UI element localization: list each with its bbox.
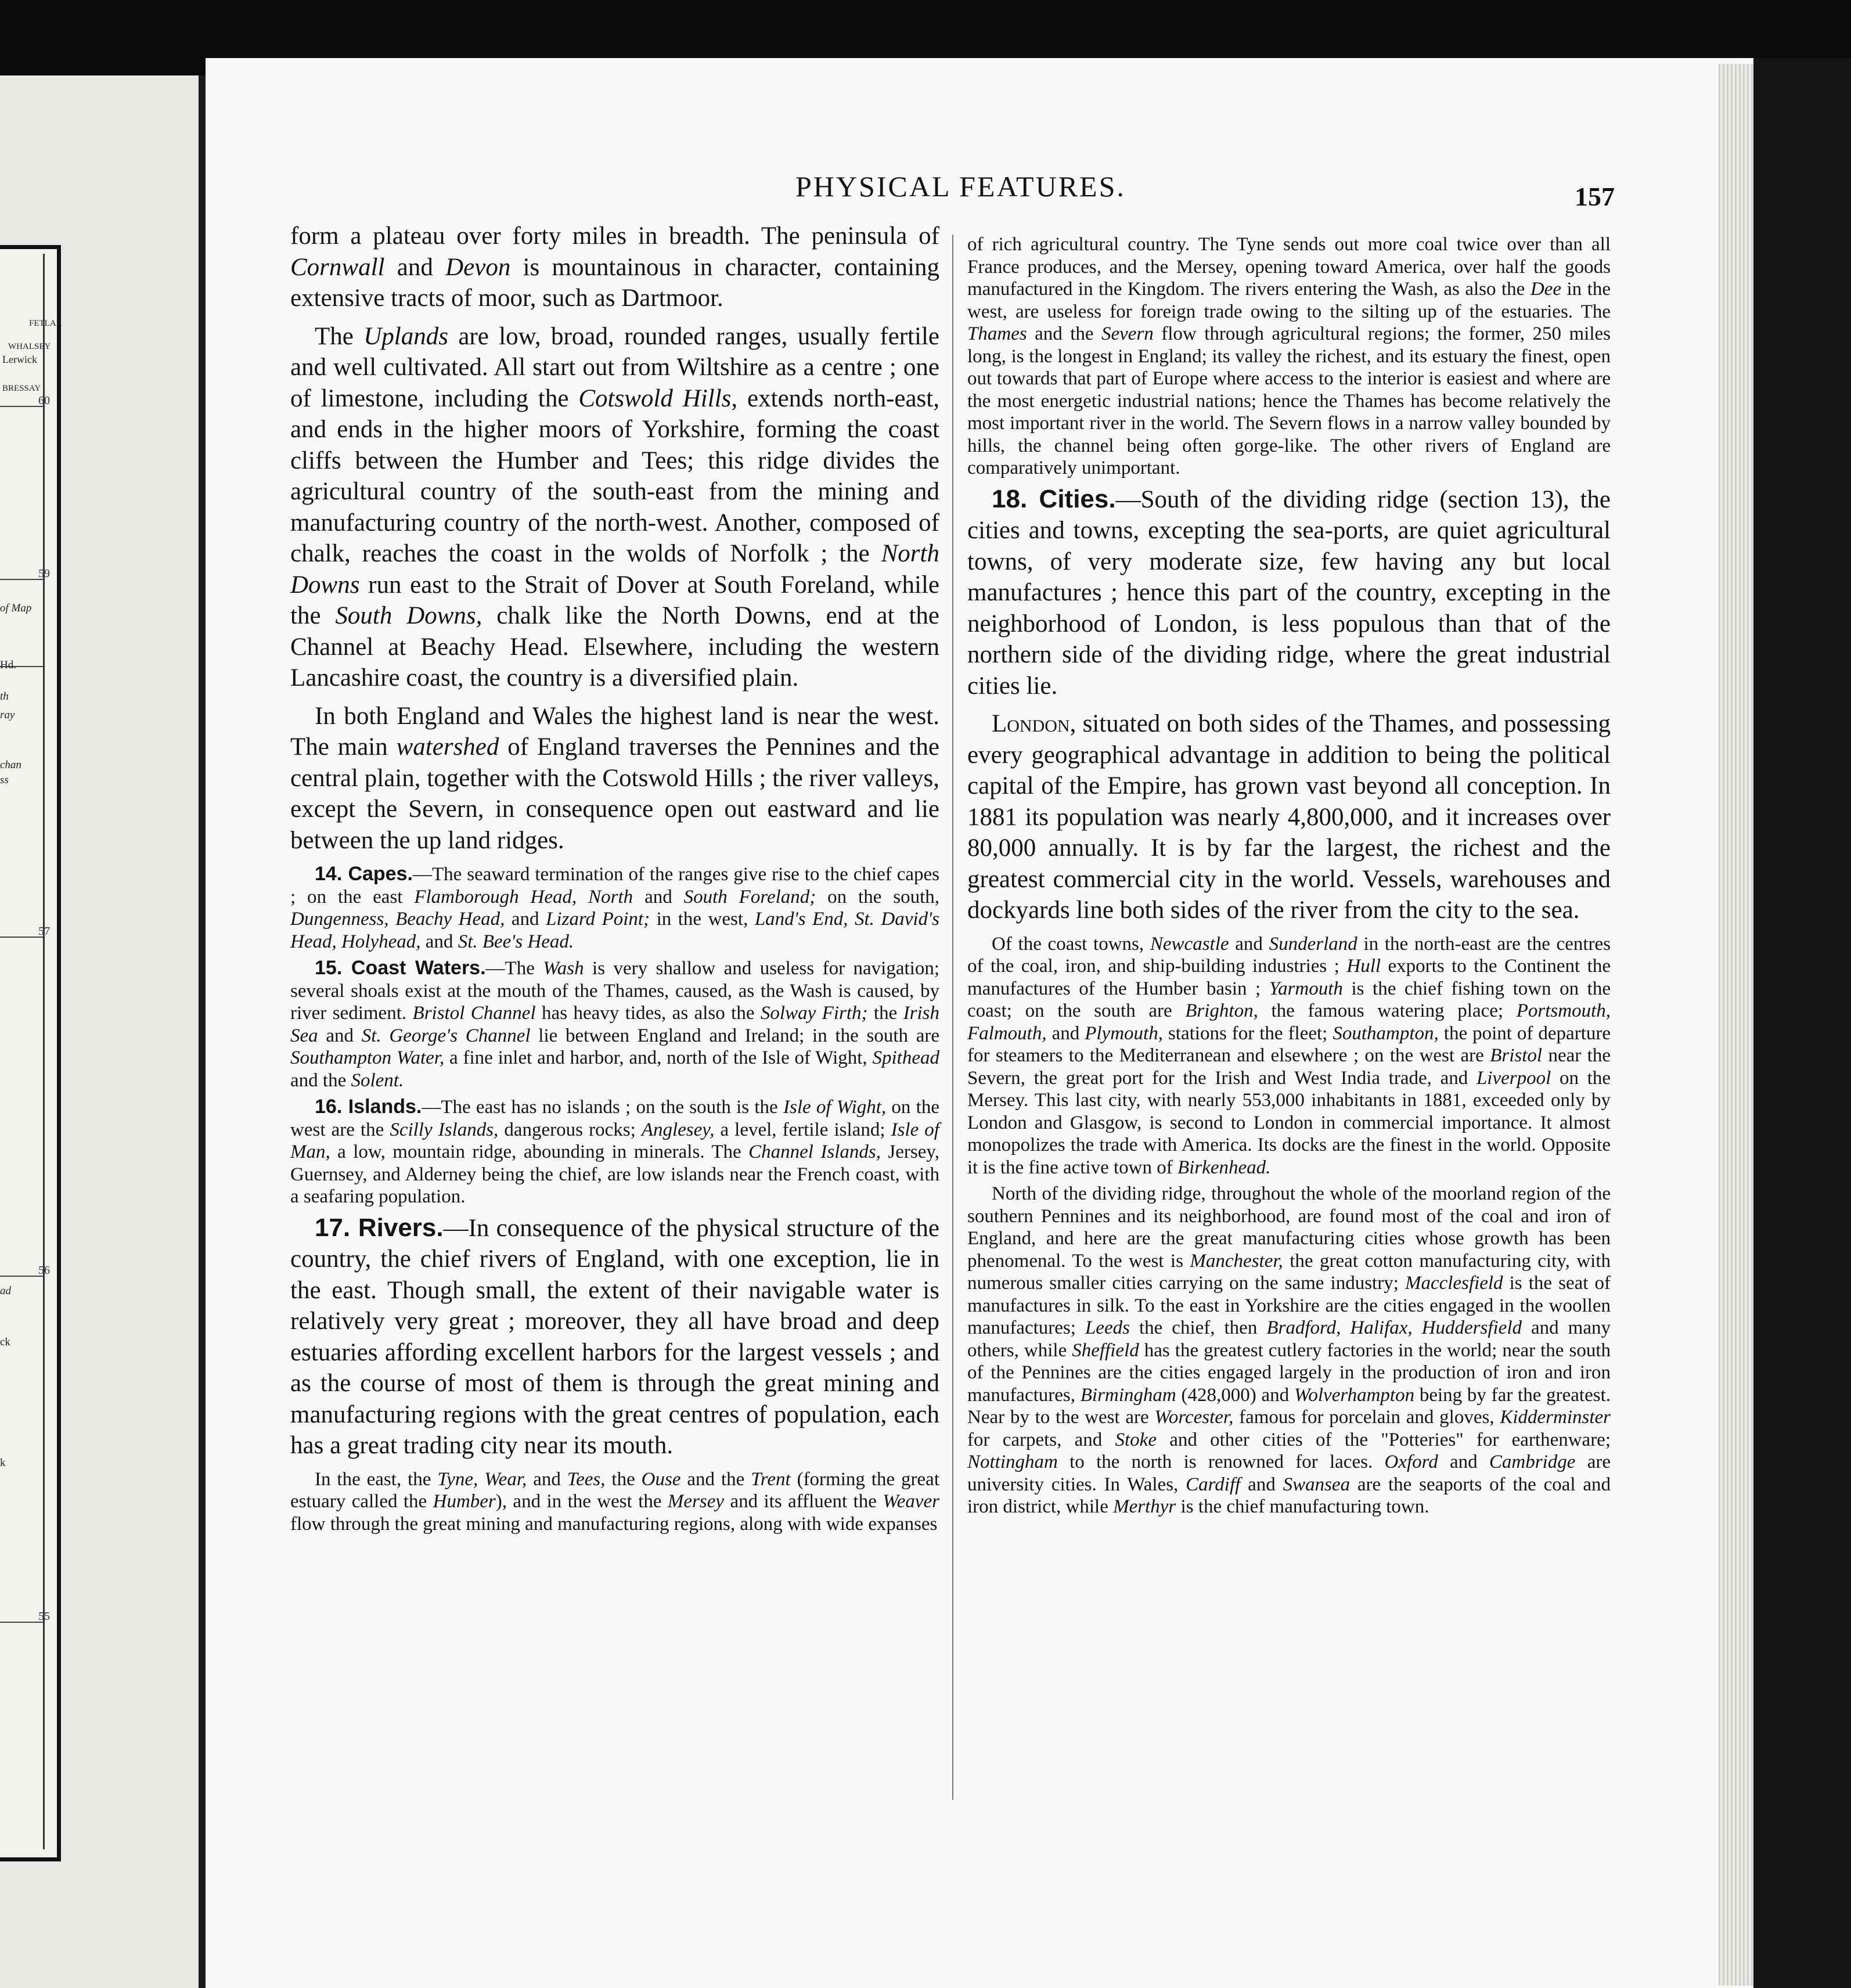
map-label: Lerwick xyxy=(2,354,37,365)
section-15-coast-waters: 15. Coast Waters.—The Wash is very shallow and useless for navigation; several shoals exist at the mouth of the Thames, caused, as the Wash is caused, by river sediment. Bristol Channel has heavy tides, as also the Solway Firth; the Irish Sea and St. George's Channel lie between England and Ireland; in the south are Southampton Water, a fine inlet and harbor, and, north of the Isle of Wight, Spithead and the Solent. xyxy=(290,957,940,1091)
section-17-rivers: 17. Rivers.—In consequence of the physical structure of the country, the chief rivers of England, with one exception, lie in the east. Though small, the extent of their navigable water is relatively very great ; moreover, they all have broad and deep estuaries affording excellent harbors for the largest vessels ; and as the course of most of them is through the great mining and manufacturing regions with the great centres of population, each has a great trading city near its mouth. xyxy=(290,1213,939,1459)
page-edges xyxy=(1719,64,1753,1986)
section-heading: 14. Capes. xyxy=(315,863,413,885)
left-column xyxy=(290,221,939,1539)
section-18-cities: 18. Cities.—South of the dividing ridge (section 13), the cities and towns, excepting the sea-ports, are quiet agricultural towns, of very moderate size, few having any but local manufactures ; hence this part of the country, excepting in the neighborhood of London, is less populous than that of the northern side of the dividing ridge, where the great industrial cities lie. xyxy=(967,484,1611,700)
map-latitude-line xyxy=(0,1622,43,1623)
map-label: ck xyxy=(0,1336,10,1348)
paragraph-plateau: form a plateau over forty miles in breadth. The peninsula of Cornwall and Devon is mountainous in character, containing extensive tracts of moor, such as Dartmoor. xyxy=(290,222,939,312)
paragraph-northern-cities: North of the dividing ridge, throughout the whole of the moorland region of the southern Pennines and its neighborhood, are found most of the coal and iron of England, and here are the great manufacturing cities whose growth has been phenomenal. To the west is Manchester, the great cotton manufacturing city, with numerous smaller cities carrying on the same industry; Macclesfield is the seat of manufactures in silk. To the east in Yorkshire are the cities engaged in the woollen manufactures; Leeds the chief, then Bradford, Halifax, Huddersfield and many others, while Sheffield has the greatest cutlery factories in the world; near the south of the Pennines are the cities engaged largely in the production of iron and iron manufactures, Birmingham (428,000) and Wolverhampton being by far the greatest. Near by to the west are Worcester, famous for porcelain and gloves, Kidderminster for carpets, and Stoke and other cities of the "Potteries" for earthenware; Nottingham to the north is renowned for laces. Oxford and Cambridge are university cities. In Wales, Cardiff and Swansea are the seaports of the coal and iron district, while Merthyr is the chief manufacturing town. xyxy=(967,1183,1611,1517)
map-latitude-line xyxy=(0,937,43,938)
map-label: Hd. xyxy=(0,659,16,671)
map-label: chan xyxy=(0,759,21,771)
map-latitude-number: 57 xyxy=(38,925,50,938)
map-latitude-line xyxy=(0,1276,43,1277)
map-latitude-number: 56 xyxy=(38,1264,50,1277)
map-label: th xyxy=(0,690,9,703)
page-number: 157 xyxy=(1575,182,1615,211)
running-head: PHYSICAL FEATURES. xyxy=(795,170,1126,203)
paragraph-rivers-continued: of rich agricultural country. The Tyne sends out more coal twice over than all France produces, and the Mersey, opening toward America, over half the goods manufactured in the Kingdom. The rivers entering the Wash, as also the Dee in the west, are useless for foreign trade owing to the silting up of the estuaries. The Thames and the Severn flow through agricultural regions; the former, 250 miles long, is the longest in England; its valley the richest, and its estuary the finest, open out towards that part of Europe where access to the interior is easiest and where are the most energetic industrial nations; hence the Thames has become relatively the most important river in the world. The Severn flows in a narrow valley bounded by hills, the channel being often gorge-like. The other rivers of England are comparatively unimportant. xyxy=(967,234,1611,478)
map-label: of Map xyxy=(0,602,32,614)
section-heading: 17. Rivers. xyxy=(315,1213,444,1242)
map-label: WHALSEY xyxy=(8,342,51,351)
section-heading: 16. Islands. xyxy=(315,1096,422,1118)
map-label: ss xyxy=(0,774,9,786)
section-16-islands: 16. Islands.—The east has no islands ; on the south is the Isle of Wight, on the west are the Scilly Islands, dangerous rocks; Anglesey, a level, fertile island; Isle of Man, a low, mountain ridge, abounding in minerals. The Channel Islands, Jersey, Guernsey, and Alderney being the chief, are low islands near the French coast, with a seafaring population. xyxy=(290,1096,940,1207)
map-label: ray xyxy=(0,709,15,721)
map-label: BRESSAY xyxy=(2,384,41,393)
map-latitude-line xyxy=(0,579,43,580)
map-label: FETLAR xyxy=(29,319,62,328)
paragraph-highest-land: In both England and Wales the highest land is near the west. The main watershed of England traverses the Pennines and the central plain, together with the Cotswold Hills ; the river valleys, except the Severn, in consequence open out eastward and lie between the up land ridges. xyxy=(290,702,939,854)
column-divider xyxy=(952,235,953,1800)
paragraph-eastern-rivers: In the east, the Tyne, Wear, and Tees, the Ouse and the Trent (forming the great estuary called the Humber), and in the west the Mersey and its affluent the Weaver flow through the great mining and manufacturing regions, along with wide expanses xyxy=(290,1468,939,1535)
map-latitude-line xyxy=(0,406,43,407)
map-fragment xyxy=(0,245,61,1861)
section-heading: 15. Coast Waters. xyxy=(315,957,486,979)
section-heading: 18. Cities. xyxy=(992,484,1116,513)
map-label: k xyxy=(0,1457,6,1469)
scan-right-border xyxy=(1753,58,1851,1988)
map-latitude-number: 55 xyxy=(38,1610,50,1623)
map-latitude-number: 60 xyxy=(38,394,50,407)
right-column xyxy=(967,233,1611,1522)
book-gutter xyxy=(199,75,206,1988)
section-14-capes: 14. Capes.—The seaward termination of the ranges give rise to the chief capes ; on the east Flamborough Head, North and South Foreland; on the south, Dungenness, Beachy Head, and Lizard Point; in the west, Land's End, St. David's Head, Holyhead, and St. Bee's Head. xyxy=(290,863,939,952)
paragraph-london: London, situated on both sides of the Thames, and possessing every geographical advantage in addition to being the political capital of the Empire, has grown vast beyond all conception. In 1881 its population was nearly 4,800,000, and it increases over 80,000 annually. It is by far the largest, the richest and the greatest commercial city in the world. Vessels, warehouses and dockyards line both sides of the river from the city to the sea. xyxy=(967,710,1611,924)
map-label: ad xyxy=(0,1285,11,1297)
paragraph-coast-towns: Of the coast towns, Newcastle and Sunderland in the north-east are the centres of the coal, iron, and ship-building industries ; Hull exports to the Continent the manufactures of the Humber basin ; Yarmouth is the chief fishing town on the coast; on the south are Brighton, the famous watering place; Portsmouth, Falmouth, and Plymouth, stations for the fleet; Southampton, the point of departure for steamers to the Mediterranean and elsewhere ; on the west are Bristol near the Severn, the great port for the Irish and West India trade, and Liverpool on the Mersey. This last city, with nearly 553,000 inhabitants in 1881, exceeded only by London and Glasgow, is second to London in commercial importance. It almost monopolizes the trade with America. Its docks are the finest in the world. Opposite it is the fine active town of Birkenhead. xyxy=(967,933,1611,1178)
left-page xyxy=(0,75,200,1988)
paragraph-uplands: The Uplands are low, broad, rounded ranges, usually fertile and well cultivated. All start out from Wiltshire as a centre ; one of limestone, including the Cotswold Hills, extends north-east, and ends in the higher moors of Yorkshire, forming the coast cliffs between the Humber and Tees; this ridge divides the agricultural country of the south-east from the mining and manufacturing country of the north-west. Another, composed of chalk, reaches the coast in the wolds of Norfolk ; the North Downs run east to the Strait of Dover at South Foreland, while the South Downs, chalk like the North Downs, end at the Channel at Beachy Head. Elsewhere, including the western Lancashire coast, the country is a diversified plain. xyxy=(290,322,939,692)
map-latitude-number: 59 xyxy=(38,567,50,580)
